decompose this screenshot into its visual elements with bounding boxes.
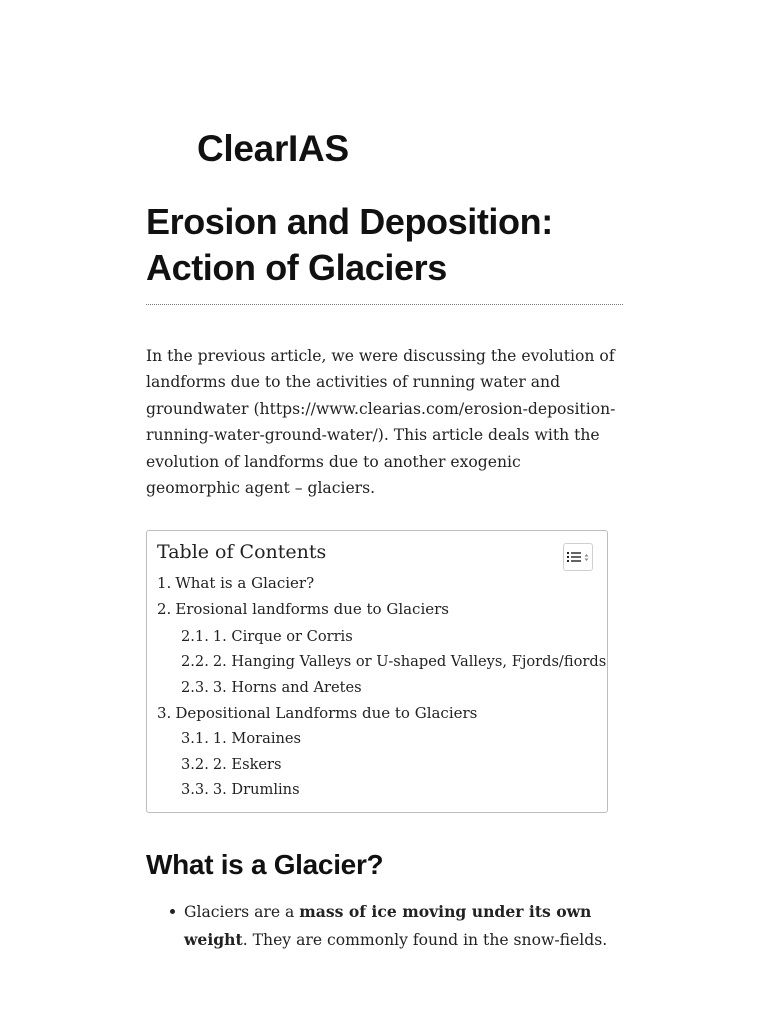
toc-item-6[interactable] <box>157 704 477 722</box>
toc-item-label: Erosional landforms due to Glaciers <box>175 600 450 618</box>
toc-item-number: 2.3. <box>181 679 209 696</box>
toc-item-9[interactable] <box>181 781 300 798</box>
toc-item-2[interactable] <box>157 600 449 618</box>
toc-item-number: 3.1. <box>181 730 209 747</box>
toc-item-label: Depositional Landforms due to Glaciers <box>175 704 478 722</box>
toc-item-number: 2.2. <box>181 653 209 670</box>
list-toggle-icon <box>567 551 581 563</box>
toc-item-5[interactable] <box>181 679 362 696</box>
bullet-text-pre: Glaciers are a <box>184 903 300 921</box>
toc-item-number: 3.2. <box>181 756 209 773</box>
toc-item-label: What is a Glacier? <box>175 574 315 592</box>
bullet-dot-icon <box>170 909 175 914</box>
bullet-text-bold: mass of ice moving under its own weight <box>184 902 592 949</box>
toc-item-label: 3. Horns and Aretes <box>212 679 362 696</box>
list-item <box>146 898 626 954</box>
toc-item-number: 2.1. <box>181 628 209 645</box>
table-of-contents <box>146 530 608 813</box>
toc-item-4[interactable] <box>181 653 606 670</box>
toc-item-number: 3. <box>157 704 172 722</box>
bullet-list <box>146 898 626 954</box>
site-title[interactable]: ClearIAS <box>197 128 349 169</box>
toc-title: Table of Contents <box>157 541 327 563</box>
toc-toggle-button[interactable] <box>563 543 593 571</box>
toc-item-label: 2. Hanging Valleys or U-shaped Valleys, Fjords/fiords <box>212 653 607 670</box>
toc-item-label: 2. Eskers <box>212 756 282 773</box>
toc-item-label: 1. Cirque or Corris <box>212 628 353 645</box>
section-heading: What is a Glacier? <box>146 849 384 880</box>
updown-chevron-icon <box>584 553 589 562</box>
toc-item-number: 1. <box>157 574 172 592</box>
toc-item-label: 3. Drumlins <box>212 781 300 798</box>
toc-item-8[interactable] <box>181 756 282 773</box>
article-title <box>146 199 626 291</box>
toc-item-7[interactable] <box>181 730 301 747</box>
article-title-line2: Action of Glaciers <box>146 247 447 288</box>
toc-item-label: 1. Moraines <box>212 730 302 747</box>
toc-item-1[interactable] <box>157 574 314 592</box>
toc-item-3[interactable] <box>181 628 353 645</box>
toc-item-number: 2. <box>157 600 172 618</box>
bullet-text-post: . They are commonly found in the snow-fields. <box>242 931 608 949</box>
toc-item-number: 3.3. <box>181 781 209 798</box>
article-title-line1: Erosion and Deposition: <box>146 201 553 242</box>
intro-paragraph: In the previous article, we were discussing the evolution of landforms due to the activities of running water and groundwater (https://www.clearias.com/erosion-deposition-running-water-ground-water/). This article deals with the evolution of landforms due to another exogenic geomorphic agent – glaciers. <box>146 347 616 498</box>
title-divider <box>146 304 623 305</box>
